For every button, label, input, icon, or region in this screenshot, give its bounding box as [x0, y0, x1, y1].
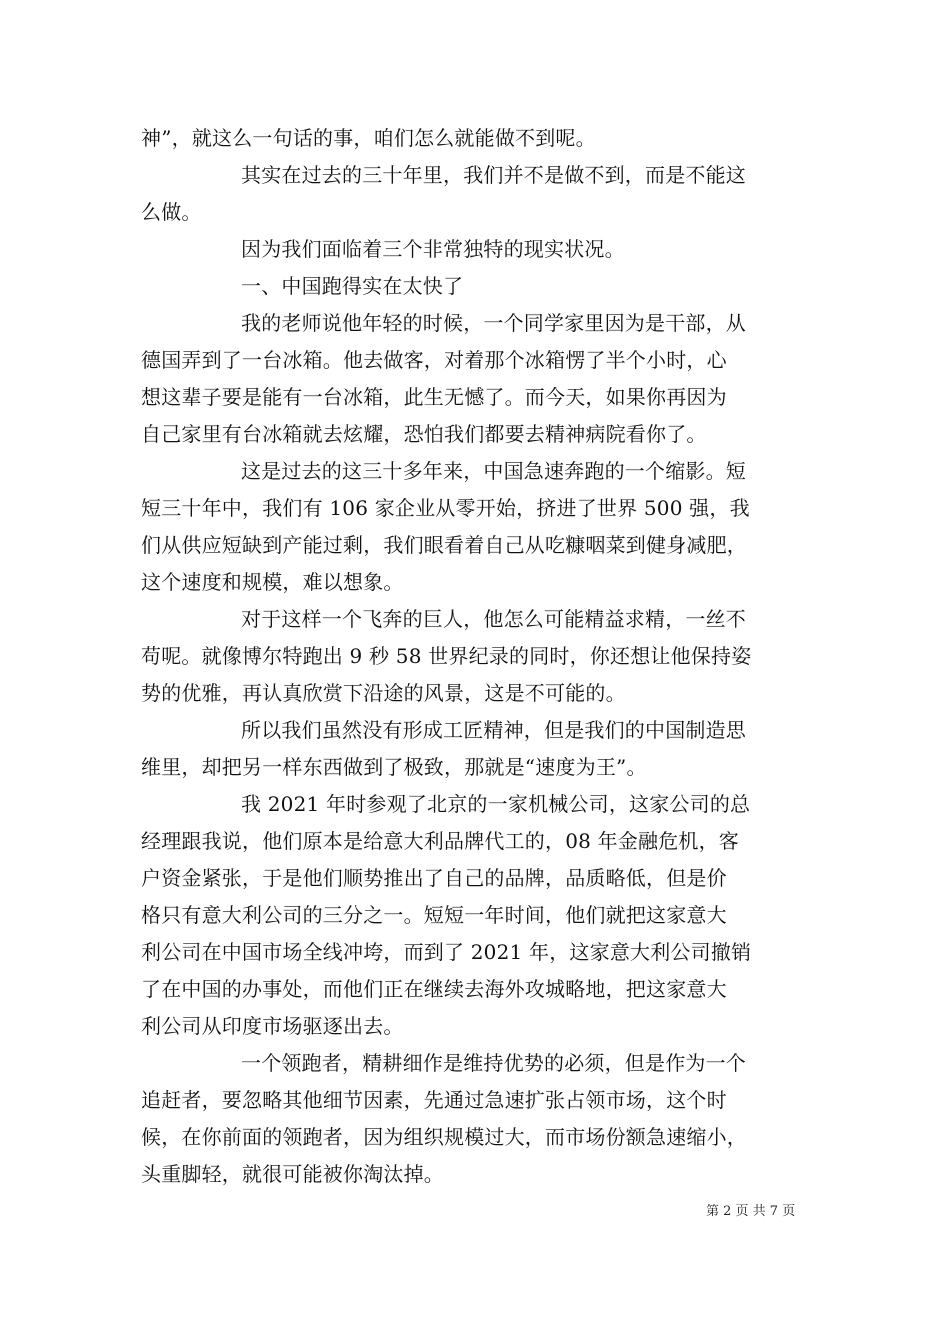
text-line: 这是过去的这三十多年来，中国急速奔跑的一个缩影。短	[241, 459, 746, 483]
text-line: 德国弄到了一台冰箱。他去做客，对着那个冰箱愣了半个小时，心	[141, 348, 727, 372]
text-line: 们从供应短缺到产能过剩，我们眼看着自己从吃糠咽菜到健身减肥，	[141, 533, 747, 557]
text-line: 短三十年中，我们有 106 家企业从零开始，挤进了世界 500 强，我	[141, 496, 750, 520]
text-line: 一个领跑者，精耕细作是维持优势的必须，但是作为一个	[241, 1051, 746, 1075]
text-line: 想这辈子要是能有一台冰箱，此生无憾了。而今天，如果你再因为	[141, 385, 727, 409]
text-line: 这个速度和规模，难以想象。	[141, 570, 404, 594]
text-line: 经理跟我说，他们原本是给意大利品牌代工的，08 年金融危机，客	[141, 829, 740, 853]
text-line: 我 2021 年时参观了北京的一家机械公司，这家公司的总	[241, 792, 751, 816]
text-line: 势的优雅，再认真欣赏下沿途的风景，这是不可能的。	[141, 681, 626, 705]
text-line: 自己家里有台冰箱就去炫耀，恐怕我们都要去精神病院看你了。	[141, 422, 707, 446]
text-line: 么做。	[141, 200, 202, 224]
text-line: 利公司从印度市场驱逐出去。	[141, 1014, 404, 1038]
text-line: 其实在过去的三十年里，我们并不是做不到，而是不能这	[241, 163, 746, 187]
text-line: 神”，就这么一句话的事，咱们怎么就能做不到呢。	[141, 126, 596, 150]
text-line: 维里，却把另一样东西做到了极致，那就是“速度为王”。	[141, 755, 647, 779]
page-number: 第 2 页 共 7 页	[706, 1204, 796, 1219]
text-line: 对于这样一个飞奔的巨人，他怎么可能精益求精，一丝不	[241, 607, 746, 631]
text-line: 了在中国的办事处，而他们正在继续去海外攻城略地，把这家意大	[141, 977, 727, 1001]
text-line: 利公司在中国市场全线冲垮，而到了 2021 年，这家意大利公司撤销	[141, 940, 752, 964]
text-line: 苟呢。就像博尔特跑出 9 秒 58 世界纪录的同时，你还想让他保持姿	[141, 644, 752, 668]
section-heading: 一、中国跑得实在太快了	[241, 274, 464, 298]
text-line: 格只有意大利公司的三分之一。短短一年时间，他们就把这家意大	[141, 903, 727, 927]
text-line: 我的老师说他年轻的时候，一个同学家里因为是干部，从	[241, 311, 746, 335]
text-line: 因为我们面临着三个非常独特的现实状况。	[241, 237, 625, 261]
text-line: 户资金紧张，于是他们顺势推出了自己的品牌，品质略低，但是价	[141, 866, 727, 890]
text-line: 候，在你前面的领跑者，因为组织规模过大，而市场份额急速缩小，	[141, 1125, 747, 1149]
text-line: 所以我们虽然没有形成工匠精神，但是我们的中国制造思	[241, 718, 746, 742]
text-line: 头重脚轻，就很可能被你淘汰掉。	[141, 1162, 444, 1186]
text-line: 追赶者，要忽略其他细节因素，先通过急速扩张占领市场，这个时	[141, 1088, 727, 1112]
